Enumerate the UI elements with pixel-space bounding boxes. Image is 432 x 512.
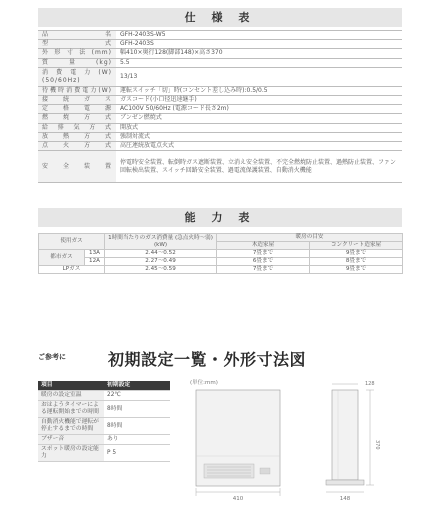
spec-row xyxy=(38,67,402,86)
initial-value: 8時間 xyxy=(104,401,170,418)
capacity-city-gas: 都市ガス xyxy=(39,250,85,266)
spec-row xyxy=(38,58,402,67)
width-dimension: 410 xyxy=(232,496,244,502)
spec-label: 放熱方式 xyxy=(38,132,116,141)
capacity-gas-type: 12A xyxy=(85,258,105,266)
initial-item: おはようタイマーによる運転開始までの時間 xyxy=(38,401,104,418)
capacity-concrete: 9畳まで xyxy=(310,266,403,274)
spec-value: 5.5 xyxy=(116,58,402,67)
spec-value: 強制対流式 xyxy=(116,132,402,141)
capacity-kw: 2.45～0.59 xyxy=(105,266,217,274)
capacity-header-wood: 木造家屋 xyxy=(217,242,310,250)
spec-value: AC100V 50/60Hz (電源コード長さ2m) xyxy=(116,105,402,114)
capacity-concrete: 8畳まで xyxy=(310,258,403,266)
table-row xyxy=(38,435,170,445)
capacity-header-consumption: 1時間当たりのガス消費量 (急点火時～弱) (kW) xyxy=(105,234,217,250)
spec-row xyxy=(38,141,402,150)
heater-base xyxy=(326,480,364,485)
capacity-kw: 2.44～0.52 xyxy=(105,250,217,258)
unit-label: (単位:mm) xyxy=(190,380,218,386)
capacity-wood: 6畳まで xyxy=(217,258,310,266)
spec-value: 13/13 xyxy=(116,67,402,86)
spec-row xyxy=(38,49,402,58)
height-dimension: 370 xyxy=(374,440,380,450)
spec-value: GFH-2403S-W5 xyxy=(116,31,402,40)
capacity-concrete: 9畳まで xyxy=(310,250,403,258)
spec-row xyxy=(38,123,402,132)
capacity-table-title: 能 力 表 xyxy=(38,208,402,227)
capacity-gas-type: 13A xyxy=(85,250,105,258)
initial-value: P 5 xyxy=(104,445,170,462)
spec-label: 消費電力(W)(50/60Hz) xyxy=(38,67,116,86)
spec-value: ガスコード(小口径迅速継手) xyxy=(116,95,402,104)
heater-side-view xyxy=(332,390,358,480)
spec-table-title: 仕 様 表 xyxy=(38,8,402,27)
initial-value: あり xyxy=(104,435,170,445)
spec-row xyxy=(38,114,402,123)
capacity-kw: 2.27～0.49 xyxy=(105,258,217,266)
spec-label: 点火方式 xyxy=(38,141,116,150)
spec-value: GFH-2403S xyxy=(116,40,402,49)
capacity-gas-type: LPガス xyxy=(39,266,105,274)
table-row xyxy=(39,258,403,266)
spec-row xyxy=(38,86,402,95)
initial-settings-table xyxy=(38,381,170,462)
spec-value: 停電時安全装置、転倒時ガス遮断装置、立消え安全装置、不完全燃焼防止装置、過熱防止装置、ファン回転検出装置、スイッチ回路安全装置、過電流保護装置、自動消火機能 xyxy=(116,151,402,183)
spec-label: 定格電源 xyxy=(38,105,116,114)
spec-row xyxy=(38,132,402,141)
spec-label: 型式 xyxy=(38,40,116,49)
capacity-table xyxy=(38,233,403,274)
table-row xyxy=(39,250,403,258)
spec-row xyxy=(38,31,402,40)
spec-table xyxy=(38,30,402,183)
section-title: 初期設定一覧・外形寸法図 xyxy=(108,350,307,369)
spec-row xyxy=(38,95,402,104)
spec-value: 運転スイッチ「切」時(コンセント差し込み時):0.5/0.5 xyxy=(116,86,402,95)
initial-item: 自動消火機能で運転が停止するまでの時間 xyxy=(38,418,104,435)
spec-value: 幅410×奥行128(脚部148)×高さ370 xyxy=(116,49,402,58)
table-row xyxy=(39,266,403,274)
control-panel xyxy=(260,468,270,474)
spec-label: 接続ガス xyxy=(38,95,116,104)
capacity-wood: 7畳まで xyxy=(217,250,310,258)
initial-header-setting: 初期設定 xyxy=(104,381,170,391)
spec-row xyxy=(38,151,402,183)
spec-row xyxy=(38,40,402,49)
depth-base-dimension: 148 xyxy=(339,496,351,502)
initial-item: ブザー音 xyxy=(38,435,104,445)
spec-label: 給排気方式 xyxy=(38,123,116,132)
initial-value: 8時間 xyxy=(104,418,170,435)
initial-item: 暖房の設定室温 xyxy=(38,391,104,401)
spec-label: 待機時消費電力(W) xyxy=(38,86,116,95)
spec-value: 高圧連続放電点火式 xyxy=(116,141,402,150)
spec-value: 開放式 xyxy=(116,123,402,132)
spec-label: 質量(kg) xyxy=(38,58,116,67)
capacity-header-concrete: コンクリート造家屋 xyxy=(310,242,403,250)
table-row xyxy=(38,445,170,462)
table-row xyxy=(38,391,170,401)
initial-item: スポット暖房の設定能力 xyxy=(38,445,104,462)
spec-value: ブンゼン燃焼式 xyxy=(116,114,402,123)
reference-label: ご参考に xyxy=(38,353,66,361)
capacity-wood: 7畳まで xyxy=(217,266,310,274)
capacity-header-gas: 使用ガス xyxy=(39,234,105,250)
spec-row xyxy=(38,105,402,114)
spec-label: 外形寸法(mm) xyxy=(38,49,116,58)
table-row xyxy=(38,418,170,435)
table-row xyxy=(38,401,170,418)
initial-header-item: 項目 xyxy=(38,381,104,391)
dimension-diagram xyxy=(188,376,402,504)
capacity-header-area: 暖房の目安 xyxy=(217,234,403,242)
depth-top-dimension: 128 xyxy=(365,381,375,387)
spec-label: 品名 xyxy=(38,31,116,40)
initial-value: 22℃ xyxy=(104,391,170,401)
spec-label: 燃焼方式 xyxy=(38,114,116,123)
spec-label: 安全装置 xyxy=(38,151,116,183)
